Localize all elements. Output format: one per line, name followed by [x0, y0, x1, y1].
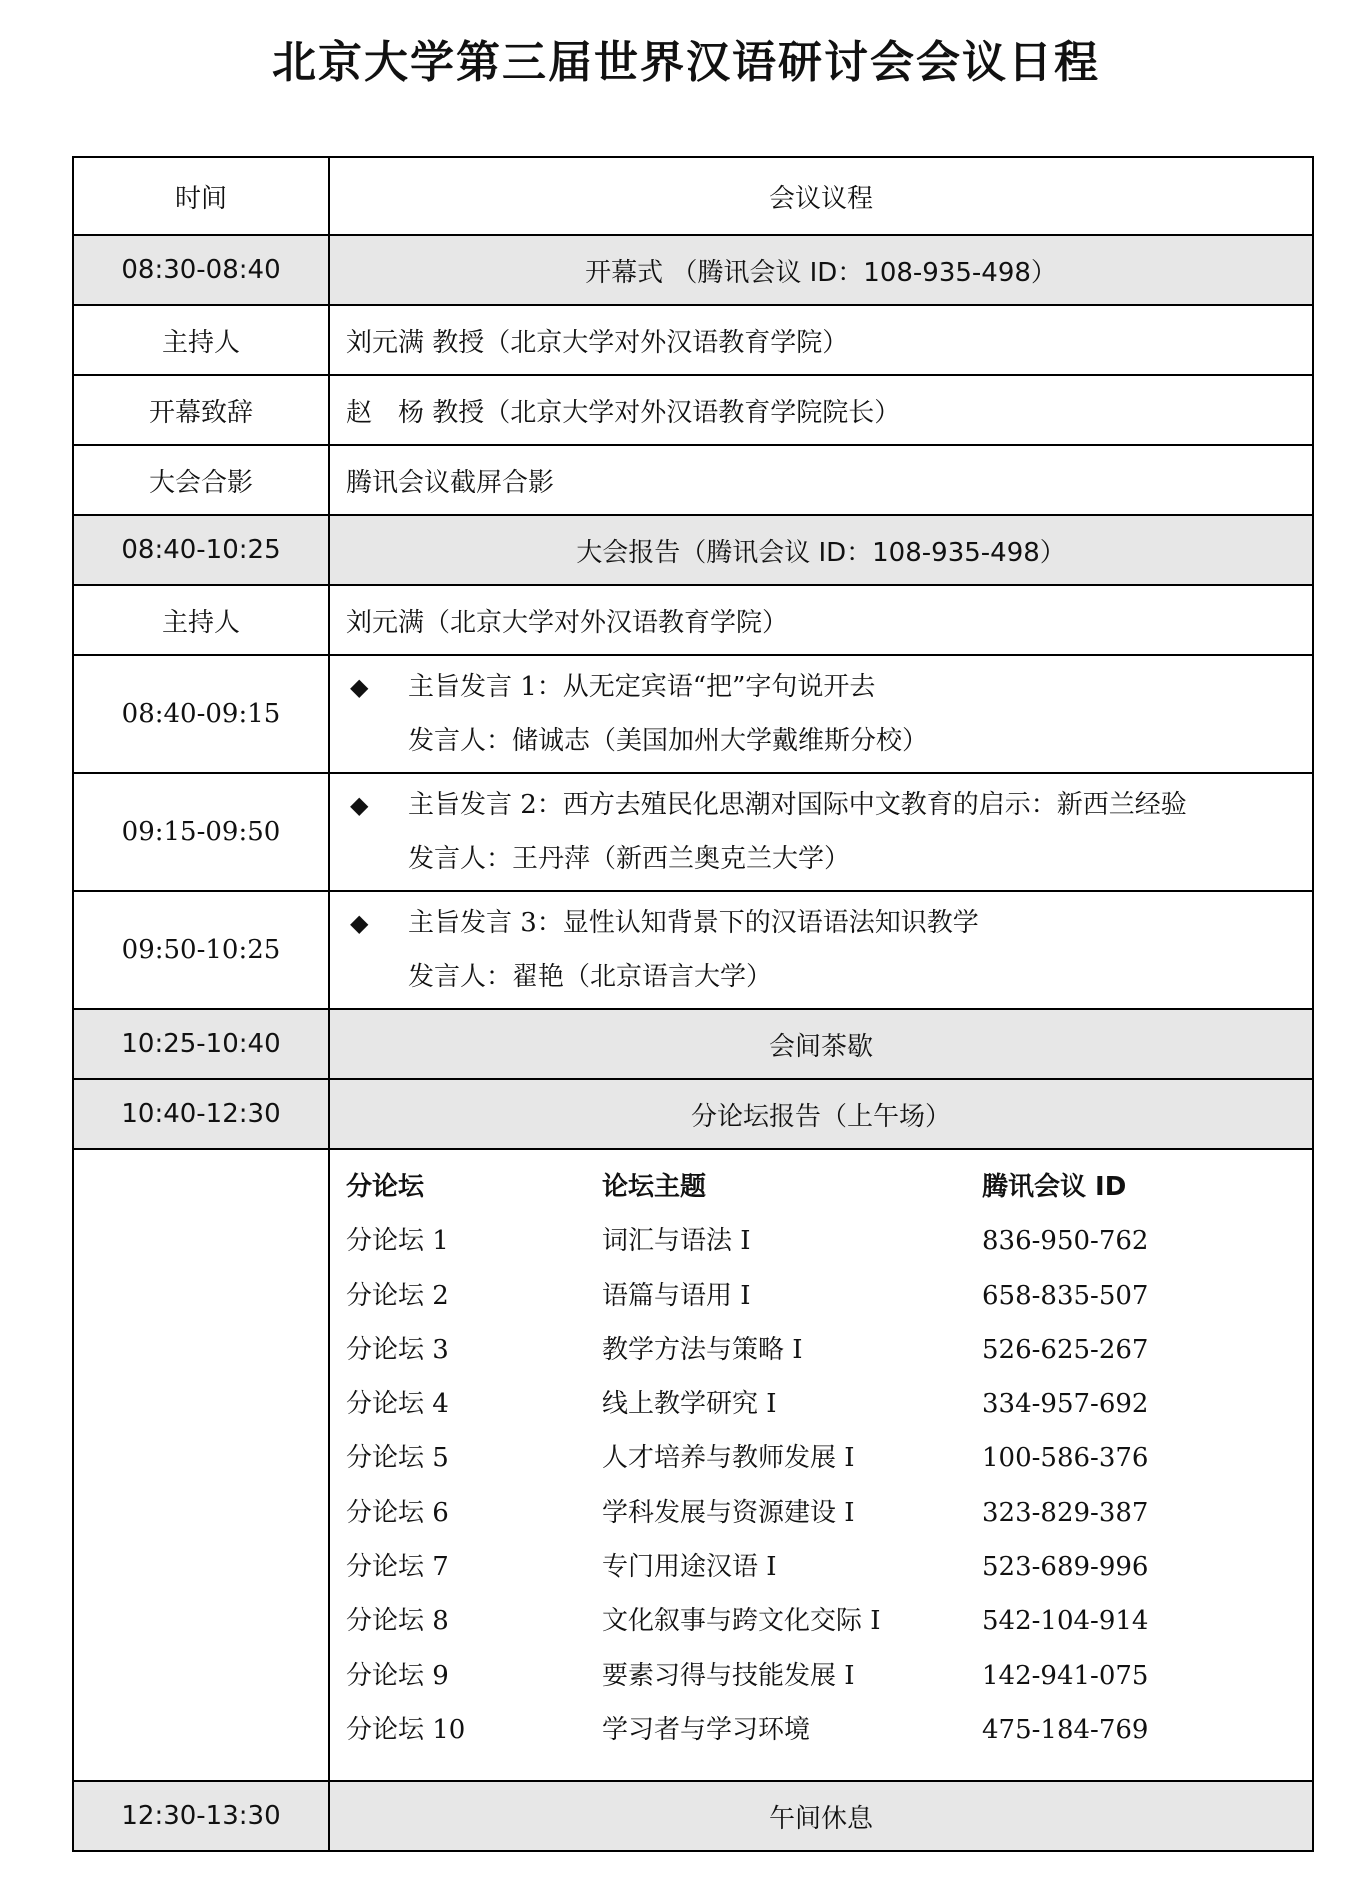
forum-topic: 语篇与语用 I	[602, 1280, 751, 1311]
keynote-speaker: 发言人：翟艳（北京语言大学）	[408, 962, 773, 992]
photo-row	[73, 445, 1313, 515]
page-title: 北京大学第三届世界汉语研讨会会议日程	[272, 37, 1100, 88]
forum-name: 分论坛 1	[346, 1226, 449, 1257]
keynote-topic: 主旨发言 1：从无定宾语“把”字句说开去	[408, 672, 876, 702]
lunch-row	[73, 1781, 1313, 1851]
sub-morning-time: 10:40-12:30	[73, 1079, 329, 1149]
diamond-bullet-icon: ◆	[350, 791, 369, 819]
forum-header-forum-meeting-id: 腾讯会议 ID	[982, 1172, 1127, 1202]
host1-row	[73, 305, 1313, 375]
forum-topic: 学习者与学习环境	[602, 1714, 811, 1745]
tea-row	[73, 1009, 1313, 1079]
forum-name: 分论坛 5	[346, 1443, 449, 1474]
address-value: 赵 杨 教授（北京大学对外汉语教育学院院长）	[329, 375, 1313, 445]
photo-value: 腾讯会议截屏合影	[329, 445, 1313, 515]
forum-meeting-id: 526-625-267	[982, 1334, 1149, 1365]
tea-time: 10:25-10:40	[73, 1009, 329, 1079]
host1-label: 主持人	[73, 305, 329, 375]
diamond-bullet-icon: ◆	[350, 673, 369, 701]
header-row	[73, 157, 1313, 235]
keynote-row	[73, 773, 1313, 891]
keynote-content	[329, 891, 1313, 1009]
forum-name: 分论坛 4	[346, 1389, 449, 1420]
photo-label: 大会合影	[73, 445, 329, 515]
address-row	[73, 375, 1313, 445]
forum-topic: 文化叙事与跨文化交际 I	[602, 1606, 881, 1637]
keynote-content	[329, 773, 1313, 891]
forum-meeting-id: 658-835-507	[982, 1280, 1149, 1311]
forum-topic: 要素习得与技能发展 I	[602, 1660, 855, 1691]
forum-meeting-id: 542-104-914	[982, 1606, 1149, 1637]
forum-name: 分论坛 9	[346, 1660, 449, 1691]
keynote-topic: 主旨发言 2：西方去殖民化思潮对国际中文教育的启示：新西兰经验	[408, 790, 1187, 820]
lunch-time: 12:30-13:30	[73, 1781, 329, 1851]
forum-topic: 学科发展与资源建设 I	[602, 1497, 855, 1528]
opening-label: 开幕式 （腾讯会议 ID：108-935-498）	[329, 235, 1313, 305]
keynote-row	[73, 891, 1313, 1009]
forum-list	[329, 1149, 1313, 1781]
forum-header-forum-name: 分论坛	[346, 1172, 425, 1202]
forum-grid	[346, 1160, 1312, 1757]
plenary-label: 大会报告（腾讯会议 ID：108-935-498）	[329, 515, 1313, 585]
forum-name: 分论坛 8	[346, 1606, 449, 1637]
host2-row	[73, 585, 1313, 655]
host2-value: 刘元满（北京大学对外汉语教育学院）	[329, 585, 1313, 655]
forum-topic: 词汇与语法 I	[602, 1226, 751, 1257]
forum-topic: 专门用途汉语 I	[602, 1552, 777, 1583]
keynote-time: 08:40-09:15	[73, 655, 329, 773]
sub-morning-row	[73, 1079, 1313, 1149]
forum-topic: 线上教学研究 I	[602, 1389, 777, 1420]
forum-meeting-id: 523-689-996	[982, 1552, 1149, 1583]
opening-row	[73, 235, 1313, 305]
forum-meeting-id: 100-586-376	[982, 1443, 1149, 1474]
keynote-time: 09:50-10:25	[73, 891, 329, 1009]
forum-name: 分论坛 10	[346, 1714, 466, 1745]
header-time: 时间	[73, 157, 329, 235]
forum-meeting-id: 475-184-769	[982, 1714, 1149, 1745]
forum-name: 分论坛 7	[346, 1552, 449, 1583]
forum-meeting-id: 323-829-387	[982, 1497, 1149, 1528]
forum-name: 分论坛 6	[346, 1497, 449, 1528]
forum-meeting-id: 142-941-075	[982, 1660, 1149, 1691]
keynote-topic: 主旨发言 3：显性认知背景下的汉语语法知识教学	[408, 908, 979, 938]
forum-topic: 人才培养与教师发展 I	[602, 1443, 855, 1474]
keynote-time: 09:15-09:50	[73, 773, 329, 891]
opening-time: 08:30-08:40	[73, 235, 329, 305]
host2-label: 主持人	[73, 585, 329, 655]
forum-name: 分论坛 3	[346, 1334, 449, 1365]
address-label: 开幕致辞	[73, 375, 329, 445]
forum-header-forum-topic: 论坛主题	[602, 1172, 707, 1202]
forum-row	[73, 1149, 1313, 1781]
tea-label: 会间茶歇	[329, 1009, 1313, 1079]
forum-meeting-id: 836-950-762	[982, 1226, 1149, 1257]
forum-name: 分论坛 2	[346, 1280, 449, 1311]
forum-topic: 教学方法与策略 I	[602, 1334, 803, 1365]
forum-meeting-id: 334-957-692	[982, 1389, 1149, 1420]
sub-morning-label: 分论坛报告（上午场）	[329, 1079, 1313, 1149]
keynote-speaker: 发言人：王丹萍（新西兰奥克兰大学）	[408, 844, 851, 874]
agenda-table	[72, 156, 1314, 1852]
keynote-speaker: 发言人：储诚志（美国加州大学戴维斯分校）	[408, 726, 929, 756]
lunch-label: 午间休息	[329, 1781, 1313, 1851]
diamond-bullet-icon: ◆	[350, 909, 369, 937]
header-agenda: 会议议程	[329, 157, 1313, 235]
forum-time-empty	[73, 1149, 329, 1781]
keynote-row	[73, 655, 1313, 773]
plenary-time: 08:40-10:25	[73, 515, 329, 585]
host1-value: 刘元满 教授（北京大学对外汉语教育学院）	[329, 305, 1313, 375]
keynote-content	[329, 655, 1313, 773]
plenary-row	[73, 515, 1313, 585]
